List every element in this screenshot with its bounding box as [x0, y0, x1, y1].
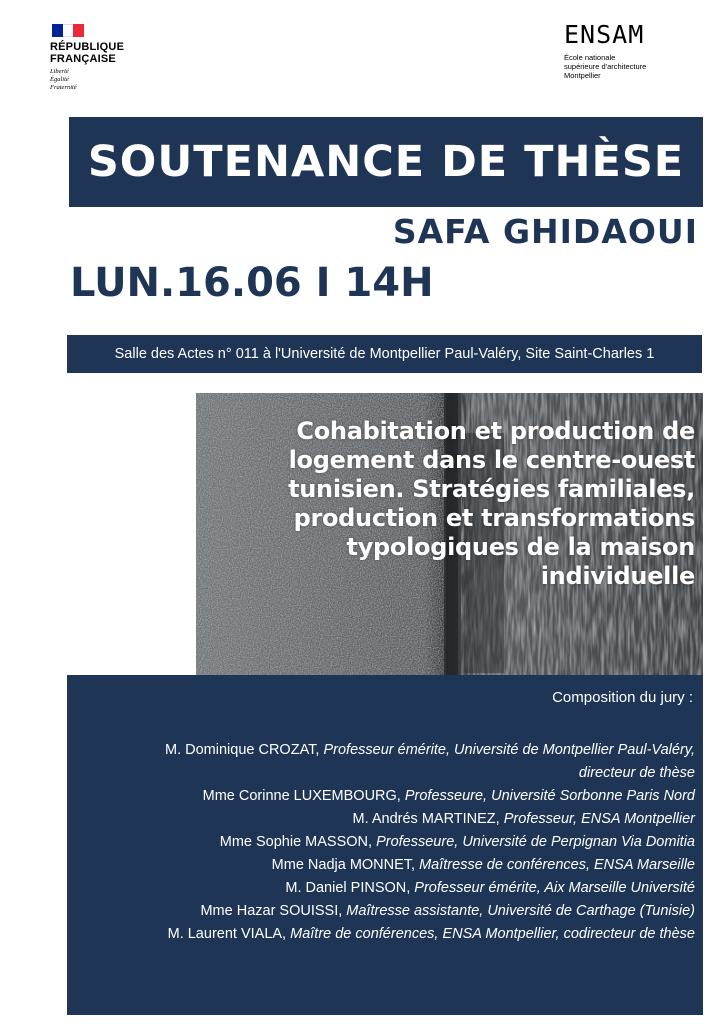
jury-member: Mme Hazar SOUISSI, Maîtresse assistante, Université de Carthage (Tunisie): [200, 903, 695, 919]
candidate-name: SAFA GHIDAOUI: [392, 212, 698, 251]
jury-member: M. Laurent VIALA, Maître de conférences, ENSA Montpellier, codirecteur de thèse: [167, 926, 695, 942]
event-venue: Salle des Actes n° 011 à l'Université de Montpellier Paul-Valéry, Site Saint-Charles 1: [67, 335, 702, 373]
jury-member: Mme Nadja MONNET, Maîtresse de conférences, ENSA Marseille: [271, 857, 695, 873]
jury-heading: Composition du jury :: [552, 689, 693, 706]
jury-list: [65, 739, 695, 946]
jury-member: M. Dominique CROZAT, Professeur émérite, Université de Montpellier Paul-Valéry,: [165, 742, 695, 758]
cover-photo: [196, 393, 703, 675]
republique-name: RÉPUBLIQUE FRANÇAISE: [50, 41, 125, 65]
ensam-subtitle: École nationale supérieure d'architecture Montpellier: [564, 53, 647, 80]
jury-member: M. Andrés MARTINEZ, Professeur, ENSA Montpellier: [352, 811, 695, 827]
jury-panel: [67, 675, 703, 1015]
republique-motto: Liberté Égalité Fraternité: [50, 68, 77, 91]
thesis-title: Cohabitation et production de logement dans le centre-ouest tunisien. Stratégies familiales, production et transformations typologiques de la maison individuelle: [288, 417, 695, 590]
jury-member-role-continued: directeur de thèse: [578, 765, 695, 781]
ensam-logo: [564, 22, 694, 80]
event-title: SOUTENANCE DE THÈSE: [69, 117, 703, 207]
jury-member: Mme Sophie MASSON, Professeure, Université de Perpignan Via Domitia: [219, 834, 695, 850]
republique-francaise-logo: [50, 24, 150, 92]
ensam-wordmark: ENSAM: [564, 20, 645, 49]
event-date-time: LUN.16.06 I 14H: [70, 260, 434, 306]
french-flag-icon: [52, 24, 84, 37]
jury-member: M. Daniel PINSON, Professeur émérite, Aix Marseille Université: [285, 880, 695, 896]
jury-member: Mme Corinne LUXEMBOURG, Professeure, Université Sorbonne Paris Nord: [202, 788, 695, 804]
